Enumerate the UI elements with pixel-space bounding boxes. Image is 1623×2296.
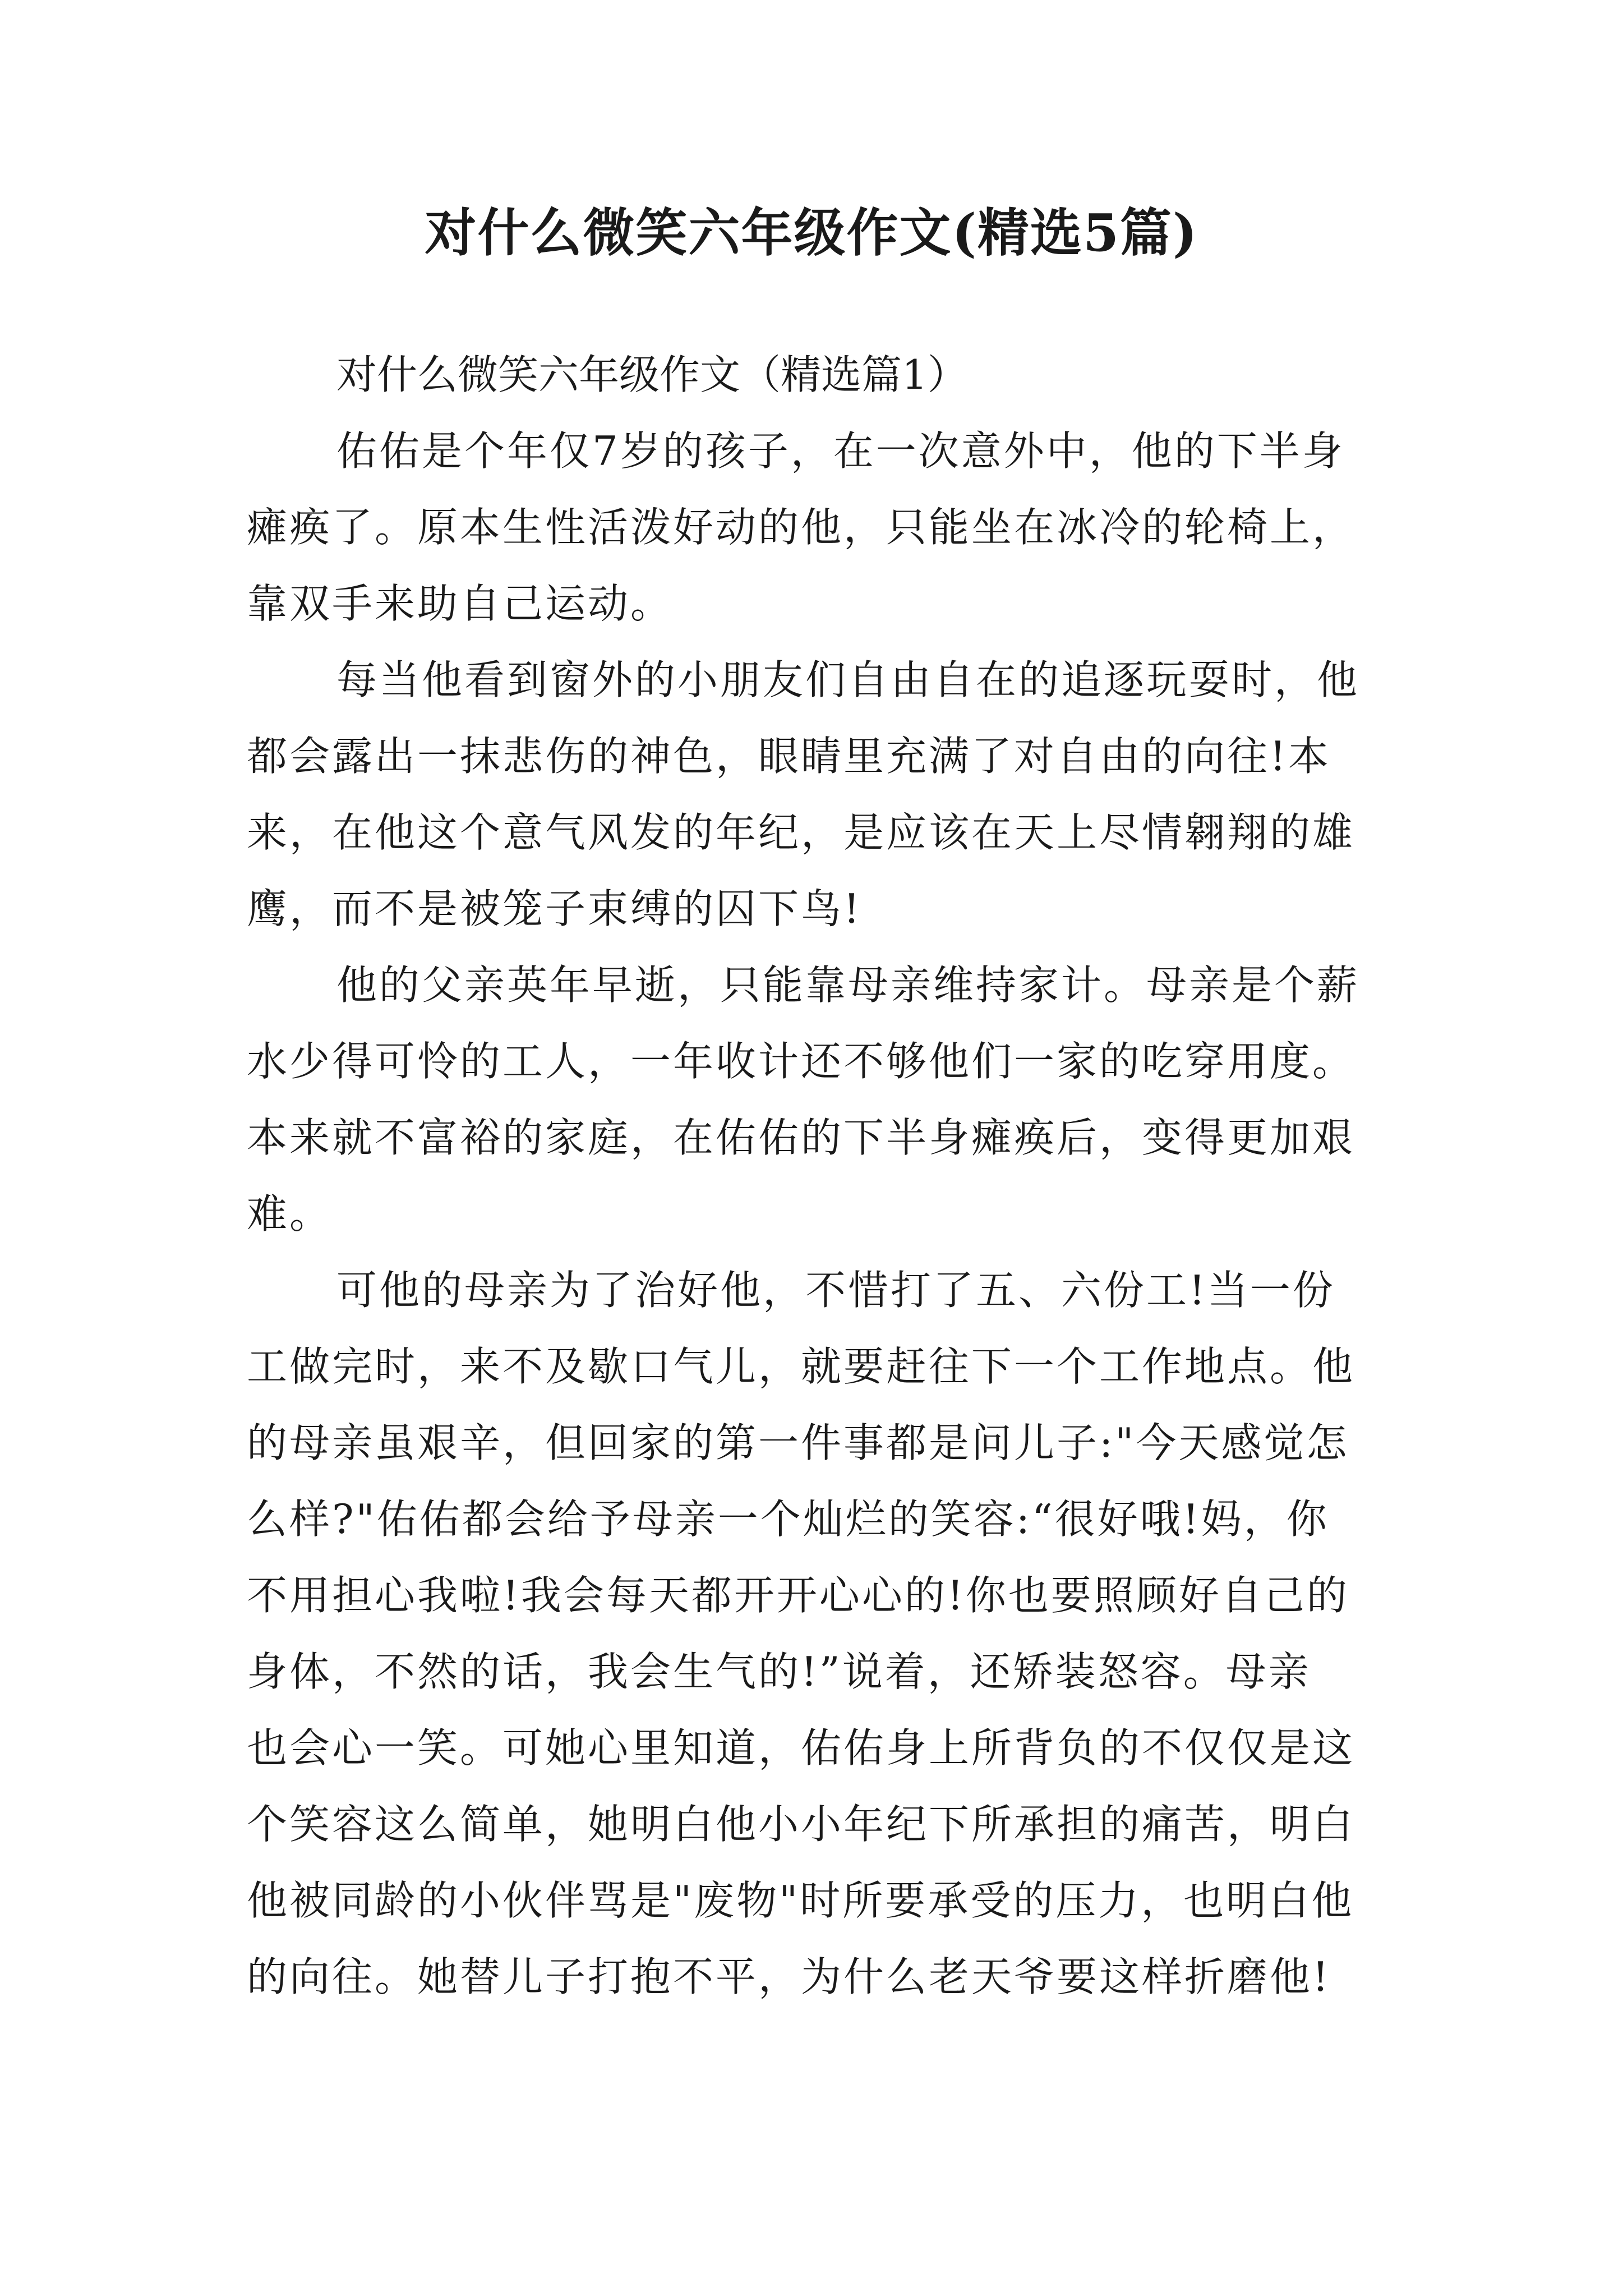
paragraph-line: 么样?"佑佑都会给予母亲一个灿烂的笑容:“很好哦!妈，你 (247, 1496, 1329, 1543)
paragraph-line: 的向往。她替儿子打抱不平，为什么老天爷要这样折磨他! (247, 1953, 1331, 2000)
paragraph-line: 的母亲虽艰辛，但回家的第一件事都是问儿子:"今天感觉怎 (247, 1419, 1349, 1466)
paragraph-line: 佑佑是个年仅7岁的孩子，在一次意外中，他的下半身 (336, 427, 1345, 475)
paragraph-line: 瘫痪了。原本生性活泼好动的他，只能坐在冰冷的轮椅上， (247, 504, 1355, 551)
paragraph-line: 靠双手来助自己运动。 (247, 580, 674, 627)
paragraph-line: 来，在他这个意气风发的年纪，是应该在天上尽情翱翔的雄 (247, 809, 1355, 856)
paragraph-line: 他的父亲英年早逝，只能靠母亲维持家计。母亲是个薪 (336, 961, 1360, 1009)
paragraph-line: 个笑容这么简单，她明白他小小年纪下所承担的痛苦，明白 (247, 1801, 1355, 1848)
paragraph-line: 难。 (247, 1190, 333, 1237)
paragraph-1 (247, 413, 1380, 642)
paragraph-line: 本来就不富裕的家庭，在佑佑的下半身瘫痪后，变得更加艰 (247, 1114, 1355, 1161)
paragraph-line: 每当他看到窗外的小朋友们自由自在的追逐玩耍时，他 (336, 656, 1360, 703)
paragraph-line: 可他的母亲为了治好他，不惜打了五、六份工!当一份 (336, 1267, 1335, 1314)
paragraph-4 (247, 1252, 1380, 2015)
paragraph-3 (247, 947, 1380, 1252)
document-title: 对什么微笑六年级作文(精选5篇) (425, 203, 1198, 263)
paragraph-line: 工做完时，来不及歇口气儿，就要赶往下一个工作地点。他 (247, 1343, 1355, 1390)
paragraph-line: 都会露出一抹悲伤的神色，眼睛里充满了对自由的向往!本 (247, 733, 1331, 780)
paragraph-line: 也会心一笑。可她心里知道，佑佑身上所背负的不仅仅是这 (247, 1724, 1355, 1772)
paragraph-line: 他被同龄的小伙伴骂是"废物"时所要承受的压力，也明白他 (247, 1877, 1354, 1924)
document-body (247, 337, 1380, 2015)
paragraph-line: 水少得可怜的工人，一年收计还不够他们一家的吃穿用度。 (247, 1038, 1355, 1085)
section-heading: 对什么微笑六年级作文（精选篇1） (336, 351, 968, 398)
paragraph-line: 鹰，而不是被笼子束缚的囚下鸟! (247, 885, 862, 932)
paragraph-2 (247, 642, 1380, 947)
paragraph-line: 身体，不然的话，我会生气的!”说着，还矫装怒容。母亲 (247, 1648, 1311, 1695)
paragraph-line: 不用担心我啦!我会每天都开开心心的!你也要照顾好自己的 (247, 1572, 1349, 1619)
